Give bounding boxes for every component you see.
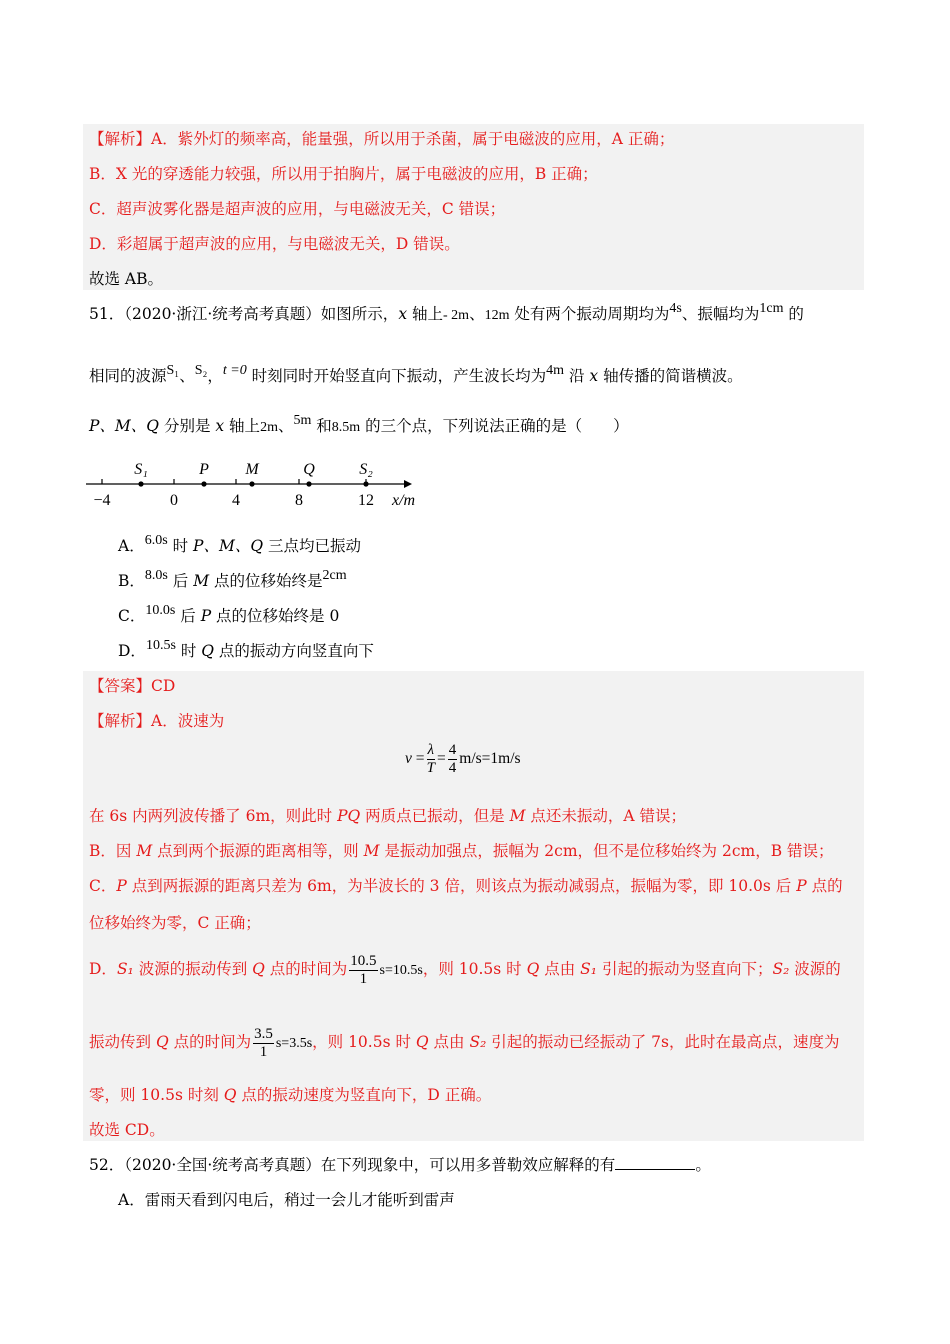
- analysis-50-line4: D．彩超属于超声波的应用，与电磁波无关，D 错误。: [89, 235, 460, 253]
- point-label: Q: [303, 461, 315, 478]
- q52-option-a[interactable]: A．雷雨天看到闪电后，稍过一会儿才能听到雷声: [118, 1191, 455, 1209]
- q51-analysis-a: 在 6s 内两列波传播了 6m，则此时 PQ 两质点已振动，但是 M 点还未振动，A 错误；: [89, 807, 687, 825]
- q51-number: 51．: [89, 305, 125, 323]
- point-marker: [201, 481, 206, 486]
- q51-option-d[interactable]: D．10.5s 时 Q 点的振动方向竖直向下: [118, 638, 374, 660]
- q51-choose: 故选 CD。: [89, 1121, 165, 1139]
- point-label: S₂: [359, 461, 373, 478]
- point-marker: [306, 481, 311, 486]
- q51-analysis-b: B．因 M 点到两个振源的距离相等，则 M 是振动加强点，振幅为 2cm，但不是位移始终为 2cm，B 错误；: [89, 842, 834, 860]
- q51-analysis-d-line1: D．S₁ 波源的振动传到 Q 点的时间为 $\frac{10.5}{1}$ s=10.5s，则 10.5s 时 Q 点由 S₁ 引起的振动为竖直向下；S₂ 波源的: [89, 952, 841, 987]
- q51-analysis-intro: 【解析】A．波速为: [89, 712, 225, 730]
- q52-number: 52．: [89, 1156, 125, 1174]
- answer-blank[interactable]: [615, 1155, 695, 1170]
- point-label: P: [199, 461, 209, 478]
- q51-source: （2020·浙江·统考高考真题）: [124, 305, 321, 323]
- tick-label: 12: [358, 492, 374, 509]
- point-marker: [363, 481, 368, 486]
- q51-option-c[interactable]: C．10.0s 后 P 点的位移始终是 0: [118, 603, 340, 625]
- q51-analysis-c-line1: C．P 点到两振源的距离只差为 6m，为半波长的 3 倍，则该点为振动减弱点，振幅为零，即 10.0s 后 P 点的: [89, 877, 843, 895]
- q51-analysis-d-line2: 振动传到 Q 点的时间为 $\frac{3.5}{1}$ s=3.5s，则 10.5s 时 Q 点由 S₂ 引起的振动已经振动了 7s，此时在最高点，速度为: [89, 1025, 840, 1060]
- analysis-50-line1: 【解析】A．紫外灯的频率高，能量强，所以用于杀菌，属于电磁波的应用，A 正确；: [89, 130, 675, 148]
- axis-label: x/m: [392, 492, 416, 509]
- point-label: S₁: [134, 461, 148, 478]
- q52-stem: 52．（2020·全国·统考高考真题）在下列现象中，可以用多普勒效应解释的有 。: [89, 1156, 711, 1174]
- analysis-tag: 【解析】: [89, 130, 152, 148]
- q51-stem-line1: 51．（2020·浙江·统考高考真题）如图所示，x 轴上- 2m、12m 处有两个振动周期均为4s、振幅均为1cm 的: [89, 301, 804, 323]
- tick-label: 8: [295, 492, 303, 509]
- q51-option-b[interactable]: B．8.0s 后 M 点的位移始终是2cm: [118, 568, 347, 590]
- q51-analysis-d-line3: 零，则 10.5s 时刻 Q 点的振动速度为竖直向下，D 正确。: [89, 1086, 492, 1104]
- q51-answer: 【答案】CD: [89, 677, 176, 695]
- q52-source: （2020·全国·统考高考真题）: [124, 1156, 321, 1174]
- q51-analysis-c-line2: 位移始终为零，C 正确；: [89, 914, 261, 932]
- analysis-50-line2: B．X 光的穿透能力较强，所以用于拍胸片，属于电磁波的应用，B 正确；: [89, 165, 598, 183]
- q51-stem-line2: 相同的波源S₁、S₂，t =0 时刻同时开始竖直向下振动，产生波长均为4m 沿 x 轴传播的简谐横波。: [89, 363, 743, 385]
- point-marker: [249, 481, 254, 486]
- q51-option-a[interactable]: A．6.0s 时 P、M、Q 三点均已振动: [118, 533, 361, 555]
- point-marker: [138, 481, 143, 486]
- analysis-50-line3: C．超声波雾化器是超声波的应用，与电磁波无关，C 错误；: [89, 200, 506, 218]
- wave-speed-formula: v = $\frac{\lambda}{T}$ = $\frac{4}{4}$ m/s=1m/s: [405, 742, 521, 776]
- tick-label: 0: [170, 492, 178, 509]
- number-line-figure: [86, 454, 426, 514]
- point-label: M: [245, 461, 259, 478]
- q51-stem-line3: P、M、Q 分别是 x 轴上2m、5m 和8.5m 的三个点，下列说法正确的是（ ）: [89, 413, 629, 435]
- x-axis-arrow-icon: [404, 480, 412, 488]
- analysis-50-choose: 故选 AB。: [89, 270, 164, 288]
- tick-label: −4: [93, 492, 111, 509]
- tick-label: 4: [232, 492, 240, 509]
